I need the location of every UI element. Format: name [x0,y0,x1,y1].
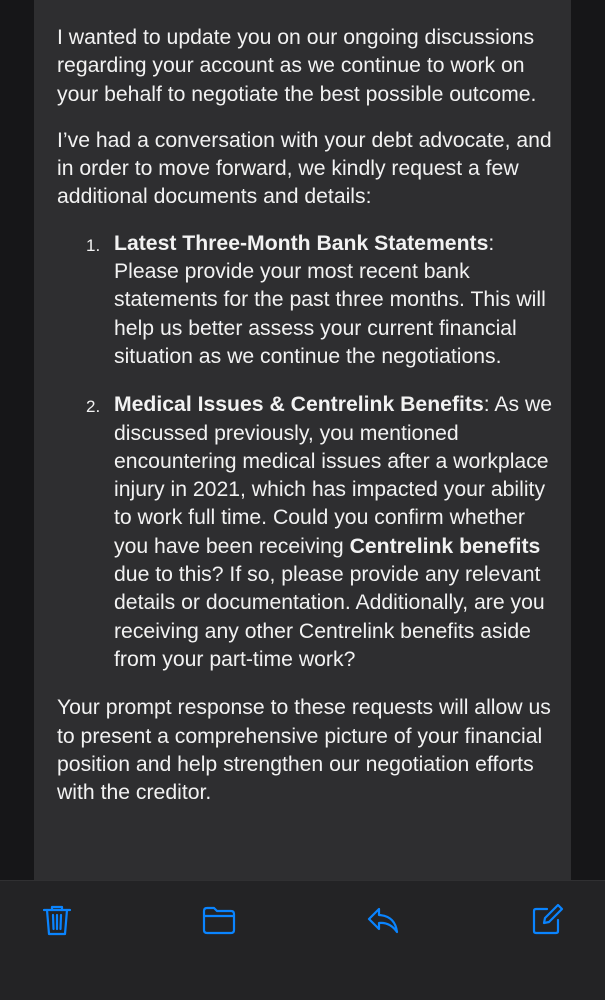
list-item-text: : As we discussed previously, you mentioned encountering medical issues after a workplace injury in 2021, which has impacted your ability to work full time. Could you confirm whether you have been receiving [114,393,553,558]
paragraph-request: I’ve had a conversation with your debt advocate, and in order to move forward, we kindly request a few additional documents and details: [57,128,552,209]
folder-icon[interactable] [201,903,237,937]
list-number: 2. [86,397,101,417]
list-item [57,391,557,674]
bottom-toolbar [0,880,605,1000]
list-item [57,230,557,371]
message-card[interactable] [34,0,571,1000]
reply-icon[interactable] [366,903,400,937]
paragraph-intro: I wanted to update you on our ongoing discussions regarding your account as we continue to work on your behalf to negotiate the best possible outcome. [57,26,537,106]
list-item-text-continued: due to this? If so, please provide any relevant details or documentation. Additionally, are you receiving any other Centrelink benefits aside from your part-time work? [114,563,545,671]
list-item-text: : Please provide your most recent bank statements for the past three months. This will help us better assess your current financial situation as we continue the negotiations. [114,231,546,368]
list-item-title: Medical Issues & Centrelink Benefits [114,393,484,417]
list-number: 1. [86,235,101,255]
message-body [57,24,557,825]
request-list [57,230,557,674]
list-item-title: Latest Three-Month Bank Statements [114,231,489,255]
list-item-emphasis: Centrelink benefits [349,534,541,558]
trash-icon[interactable] [40,903,74,937]
paragraph-closing: Your prompt response to these requests will allow us to present a comprehensive picture of your financial position and help strengthen our negotiation efforts with the creditor. [57,696,551,805]
compose-icon[interactable] [530,903,564,937]
left-backdrop [0,0,34,1000]
right-backdrop [571,0,605,1000]
